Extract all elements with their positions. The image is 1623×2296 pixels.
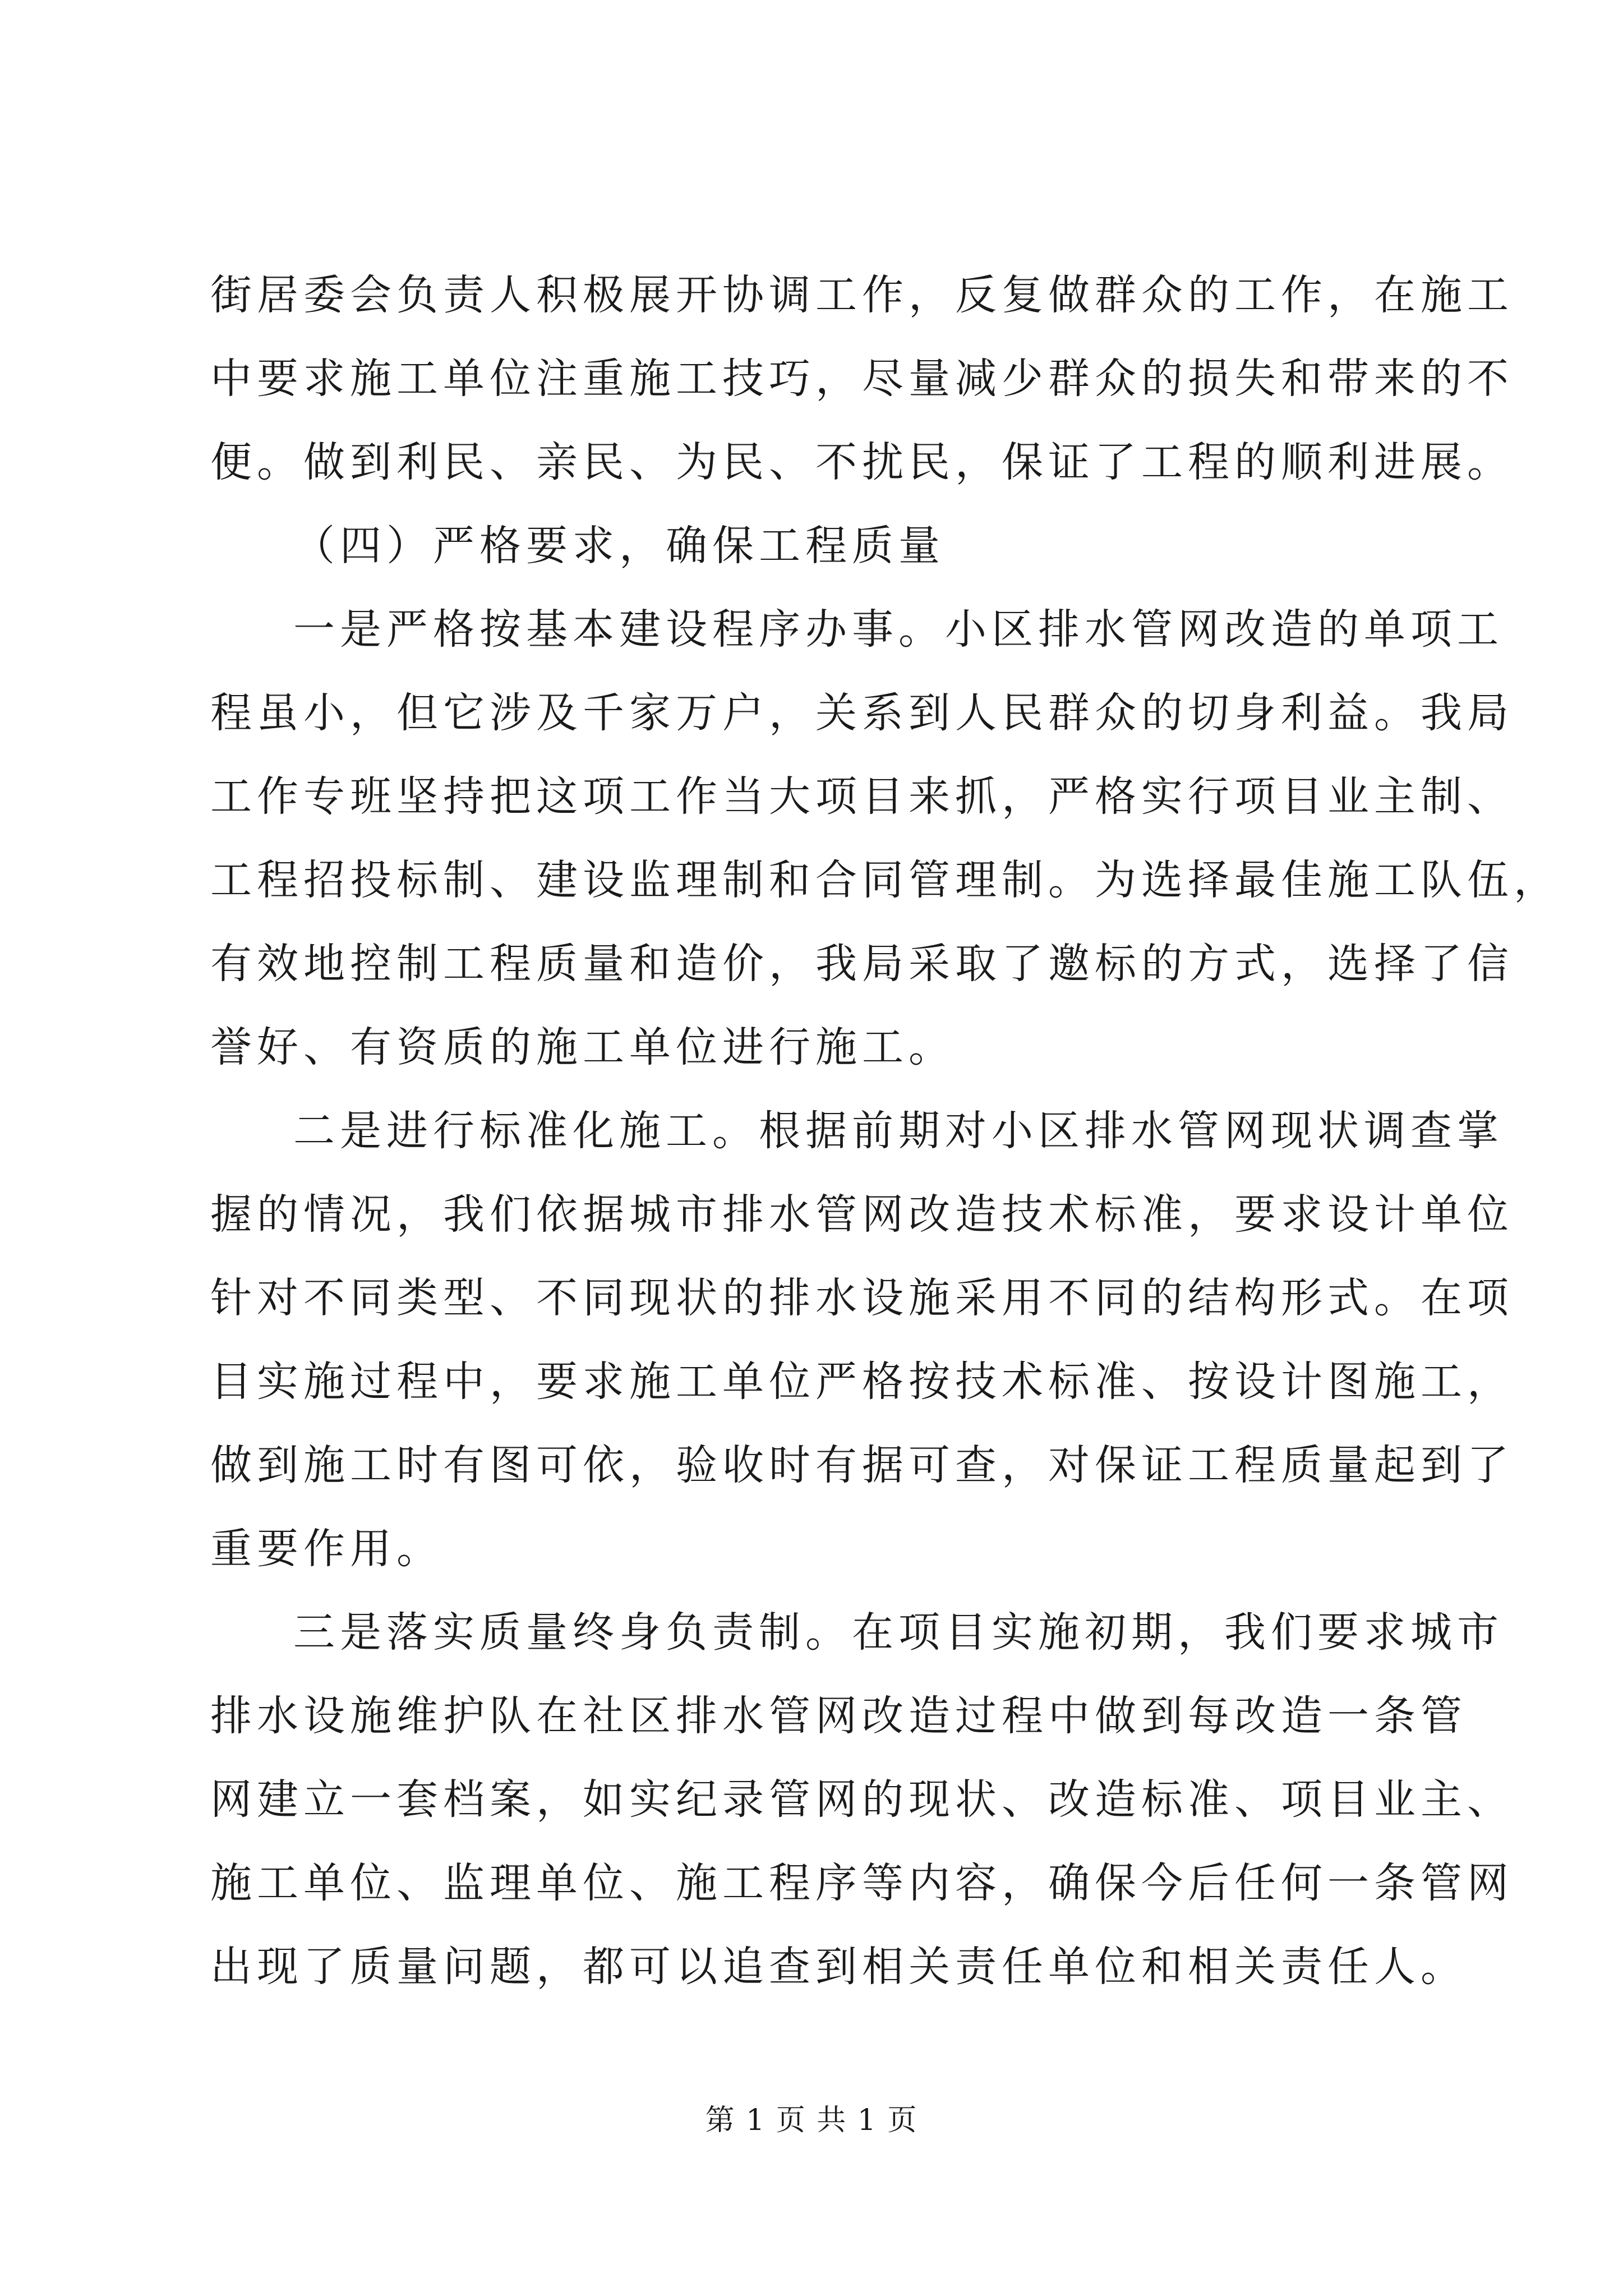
text-line: 三是落实质量终身负责制。在项目实施初期，我们要求城市 — [293, 1608, 1504, 1657]
text-line: 便。做到利民、亲民、为民、不扰民，保证了工程的顺利进展。 — [210, 438, 1514, 486]
text-line: 施工单位、监理单位、施工程序等内容，确保今后任何一条管网 — [210, 1859, 1514, 1907]
text-line: 握的情况，我们依据城市排水管网改造技术标准，要求设计单位 — [210, 1190, 1514, 1239]
text-line: 出现了质量问题，都可以追查到相关责任单位和相关责任人。 — [210, 1943, 1467, 1991]
text-line: 工作专班坚持把这项工作当大项目来抓，严格实行项目业主制、 — [210, 772, 1514, 821]
paragraph-continuation — [210, 254, 1514, 504]
paragraph-item-one — [210, 588, 1560, 1089]
text-line: 程虽小，但它涉及千家万户，关系到人民群众的切身利益。我局 — [210, 689, 1514, 737]
page-footer: 第 1 页 共 1 页 — [705, 2104, 918, 2137]
text-line: 有效地控制工程质量和造价，我局采取了邀标的方式，选择了信 — [210, 940, 1514, 988]
section-heading — [210, 504, 1433, 588]
text-line: 排水设施维护队在社区排水管网改造过程中做到每改造一条管 — [210, 1692, 1467, 1740]
section-heading-text: （四）严格要求，确保工程质量 — [293, 522, 945, 570]
paragraph-item-two — [210, 1089, 1514, 1591]
text-line: 一是严格按基本建设程序办事。小区排水管网改造的单项工 — [293, 605, 1504, 654]
text-line: 目实施过程中，要求施工单位严格按技术标准、按设计图施工， — [210, 1358, 1514, 1406]
paragraph-item-three — [210, 1591, 1514, 2009]
text-line: 做到施工时有图可依，验收时有据可查，对保证工程质量起到了 — [210, 1441, 1514, 1489]
text-line: 针对不同类型、不同现状的排水设施采用不同的结构形式。在项 — [210, 1274, 1514, 1322]
text-line: 街居委会负责人积极展开协调工作，反复做群众的工作，在施工 — [210, 271, 1514, 319]
text-line: 誉好、有资质的施工单位进行施工。 — [210, 1023, 955, 1071]
document-body — [210, 254, 1560, 2009]
text-line: 二是进行标准化施工。根据前期对小区排水管网现状调查掌 — [293, 1107, 1504, 1155]
text-line: 网建立一套档案，如实纪录管网的现状、改造标准、项目业主、 — [210, 1775, 1514, 1824]
text-line: 工程招投标制、建设监理制和合同管理制。为选择最佳施工队伍， — [210, 856, 1560, 904]
text-line: 重要作用。 — [210, 1525, 443, 1573]
text-line: 中要求施工单位注重施工技巧，尽量减少群众的损失和带来的不 — [210, 355, 1514, 403]
